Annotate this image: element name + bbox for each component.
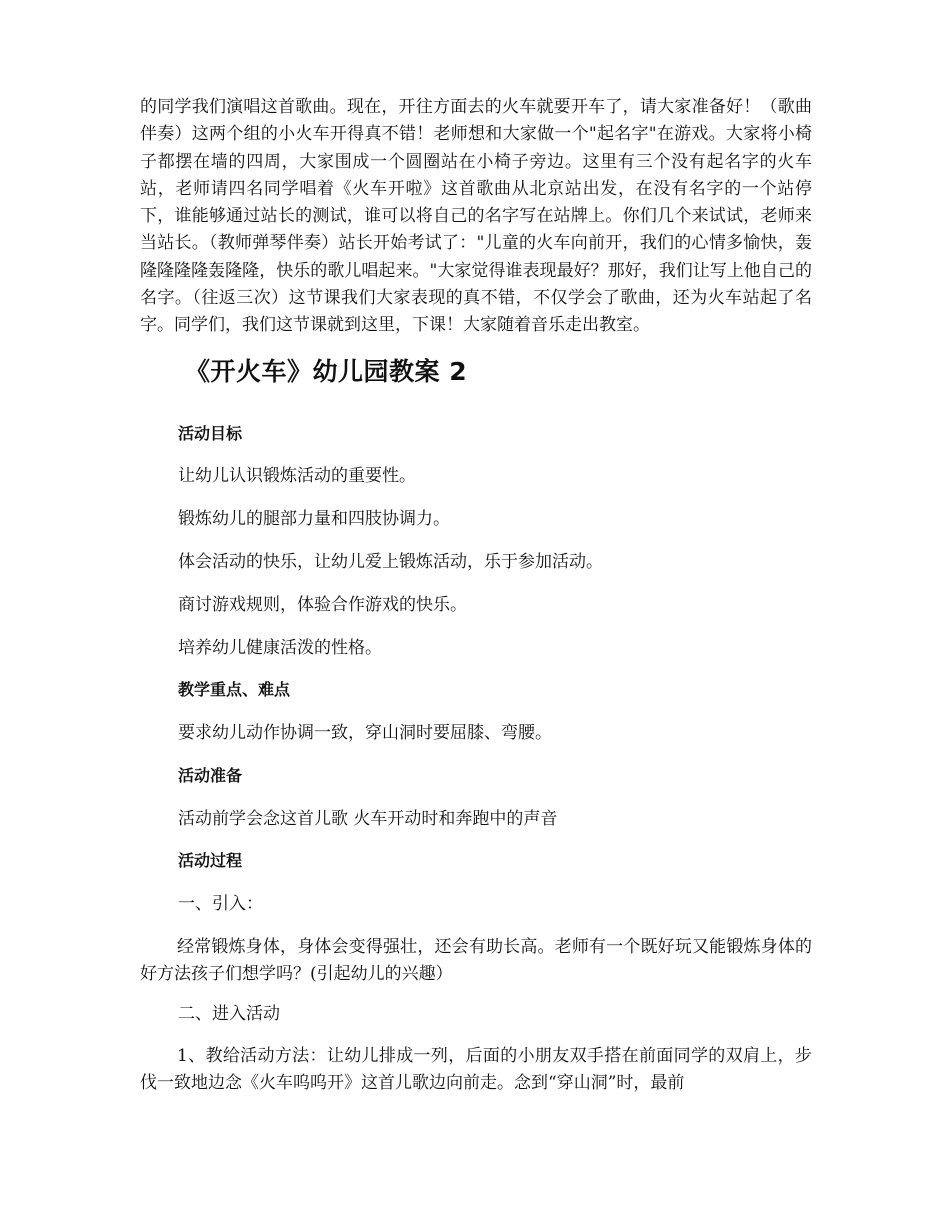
goals-heading: 活动目标 [178, 424, 243, 443]
intro-paragraph: 的同学我们演唱这首歌曲。现在，开往方面去的火车就要开车了，请大家准备好！（歌曲伴奏）这两个组的小火车开得真不错！老师想和大家做一个"起名字"在游戏。大家将小椅子都摆在墙的四周，大家围成一个圆圈站在小椅子旁边。这里有三个没有起名字的火车站，老师请四名同学唱着《火车开啦》这首歌曲从北京站出发，在没有名字的一个站停下，谁能够通过站长的测试，谁可以将自己的名字写在站牌上。你们几个来试试，老师来当站长。（教师弹琴伴奏）站长开始考试了："儿童的火车向前开，我们的心情多愉快，轰隆隆隆隆轰隆隆，快乐的歌儿唱起来。"大家觉得谁表现最好？那好，我们让写上他自己的名字。（往返三次）这节课我们大家表现的真不错，不仅学会了歌曲，还为火车站起了名字。同学们，我们这节课就到这里，下课！大家随着音乐走出教室。 [140, 97, 812, 336]
goal-item: 培养幼儿健康活泼的性格。 [178, 638, 382, 658]
preparation-heading: 活动准备 [178, 766, 243, 785]
process-heading: 活动过程 [178, 851, 243, 870]
goal-item: 让幼儿认识锻炼活动的重要性。 [178, 466, 416, 486]
goal-item: 商讨游戏规则，体验合作游戏的快乐。 [178, 595, 467, 615]
preparation-text: 活动前学会念这首儿歌 火车开动时和奔跑中的声音 [178, 809, 558, 829]
step1-paragraph: 经常锻炼身体，身体会变得强壮，还会有助长高。老师有一个既好玩又能锻炼身体的好方法孩子们想学吗？(引起幼儿的兴趣） [140, 937, 812, 985]
goal-item: 体会活动的快乐，让幼儿爱上锻炼活动，乐于参加活动。 [178, 552, 603, 572]
lesson-title: 《开火车》幼儿园教案 2 [185, 357, 468, 386]
key-points-text: 要求幼儿动作协调一致，穿山洞时要屈膝、弯腰。 [178, 723, 552, 743]
step1-heading: 一、引入： [178, 894, 263, 914]
key-points-heading: 教学重点、难点 [178, 680, 291, 699]
step2-paragraph: 1、教给活动方法：让幼儿排成一列，后面的小朋友双手搭在前面同学的双肩上，步伐一致地边念《火车呜呜开》这首儿歌边向前走。念到“穿山洞”时，最前 [140, 1046, 812, 1094]
goal-item: 锻炼幼儿的腿部力量和四肢协调力。 [178, 509, 450, 529]
step2-heading: 二、进入活动 [178, 1004, 280, 1024]
